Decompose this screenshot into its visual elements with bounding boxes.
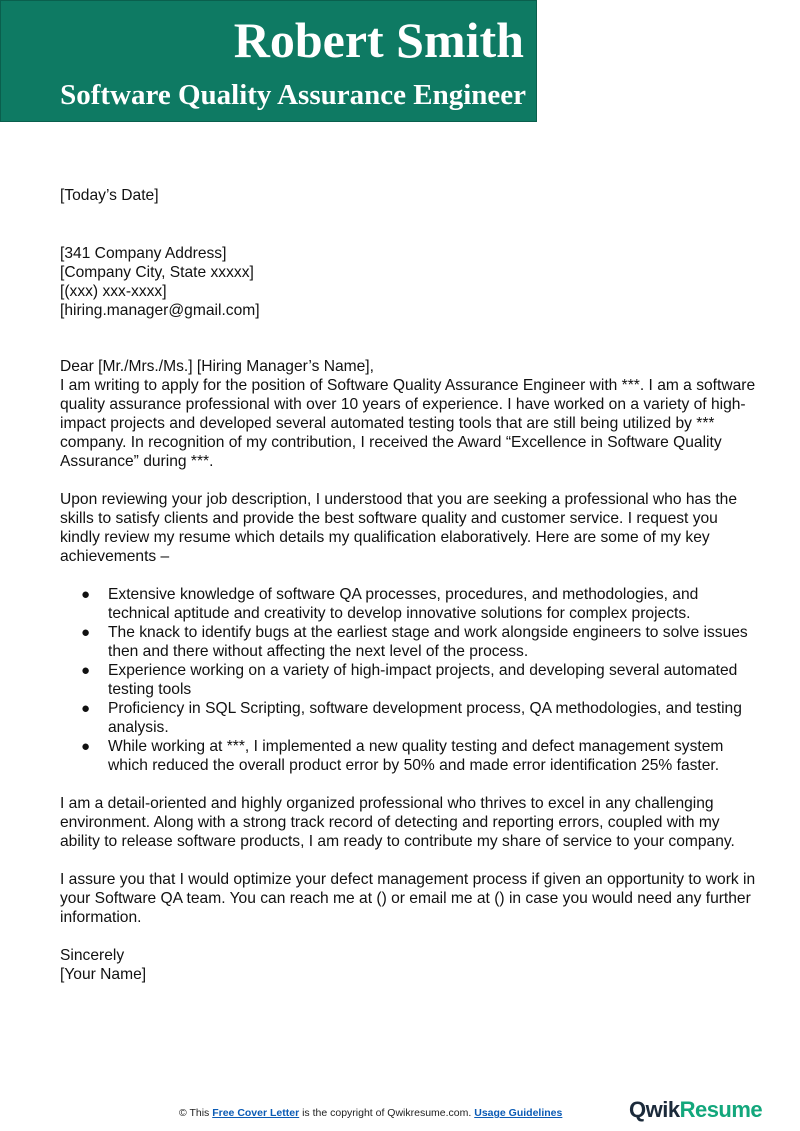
address-line: [341 Company Address]: [60, 245, 227, 262]
bullet-icon: ●: [81, 586, 91, 603]
paragraph-intro: I am writing to apply for the position of Software Quality Assurance Engineer with ***. I am a software quality assurance professional with over 10 years of experience. I have worked on a variety of high-impact projects and developed several automated testing tools that are still being utilized by *** company. In recognition of my contribution, I received the Award “Excellence in Software Quality Assurance” during ***.: [60, 377, 756, 470]
qwikresume-logo[interactable]: [629, 1097, 762, 1123]
candidate-name: Robert Smith: [233, 12, 524, 68]
candidate-job-title: Software Quality Assurance Engineer: [60, 79, 526, 111]
address-line: [(xxx) xxx-xxxx]: [60, 283, 167, 300]
bullet-icon: ●: [81, 738, 91, 755]
footer: [0, 1097, 800, 1125]
logo-part-qwik: Qwik: [629, 1097, 680, 1122]
address-line: [hiring.manager@gmail.com]: [60, 302, 260, 319]
address-line: [Company City, State xxxxx]: [60, 264, 254, 281]
achievement-text: Proficiency in SQL Scripting, software development process, QA methodologies, and testing analysis.: [108, 700, 742, 736]
achievement-text: While working at ***, I implemented a new quality testing and defect management system which reduced the overall product error by 50% and made error identification 25% faster.: [108, 738, 724, 774]
free-cover-letter-link[interactable]: Free Cover Letter: [212, 1107, 300, 1119]
paragraph-closing: I assure you that I would optimize your defect management process if given an opportunity to work in your Software QA team. You can reach me at () or email me at () in case you would need any further information.: [60, 871, 756, 926]
letter-date: [Today’s Date]: [60, 187, 159, 204]
list-item: [60, 737, 760, 775]
bullet-icon: ●: [81, 624, 91, 641]
achievements-list: [60, 585, 760, 775]
salutation: Dear [Mr./Mrs./Ms.] [Hiring Manager’s Name],: [60, 358, 374, 375]
copyright-notice: [179, 1107, 562, 1119]
paragraph-qualities: I am a detail-oriented and highly organized professional who thrives to excel in any challenging environment. Along with a strong track record of detecting and reporting errors, coupled with my ability to release software products, I am ready to contribute my share of service to your company.: [60, 795, 735, 850]
usage-guidelines-link[interactable]: Usage Guidelines: [474, 1107, 563, 1119]
achievement-text: Extensive knowledge of software QA processes, procedures, and methodologies, and technical aptitude and creativity to develop innovative solutions for complex projects.: [108, 586, 699, 622]
list-item: [60, 623, 760, 661]
copyright-prefix: © This: [179, 1107, 213, 1119]
bullet-icon: ●: [81, 700, 91, 717]
signature-name: [Your Name]: [60, 966, 147, 983]
logo-part-resume: Resume: [679, 1097, 763, 1122]
bullet-icon: ●: [81, 662, 91, 679]
list-item: [60, 699, 760, 737]
list-item: [60, 585, 760, 623]
cover-letter-body: [60, 186, 760, 984]
achievement-text: Experience working on a variety of high-impact projects, and developing several automated testing tools: [108, 662, 738, 698]
closing-word: Sincerely: [60, 947, 125, 964]
achievement-text: The knack to identify bugs at the earliest stage and work alongside engineers to solve issues then and there without affecting the next level of the process.: [108, 624, 748, 660]
paragraph-job-description: Upon reviewing your job description, I understood that you are seeking a professional who has the skills to satisfy clients and provide the best software quality and customer service. I request you kindly review my resume which details my qualification elaboratively. Here are some of my key achievements –: [60, 491, 738, 565]
list-item: [60, 661, 760, 699]
recipient-address: [60, 244, 760, 320]
copyright-middle: is the copyright of Qwikresume.com.: [299, 1107, 475, 1119]
header-banner: [0, 0, 537, 122]
